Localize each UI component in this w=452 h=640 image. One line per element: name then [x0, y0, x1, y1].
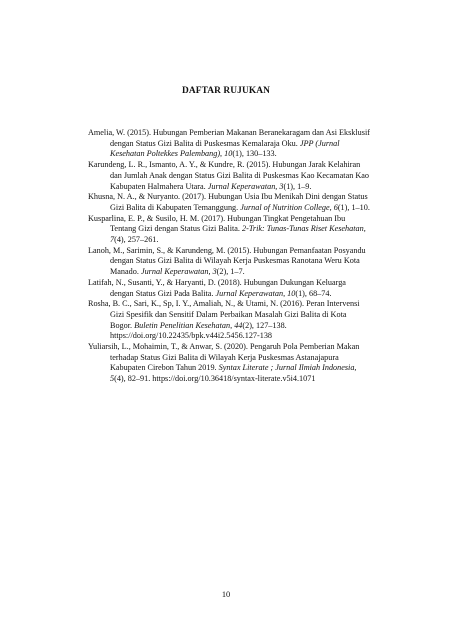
reference-list: [88, 128, 370, 385]
reference-pages: (1), 1–9.: [283, 181, 312, 191]
reference-volume: 6: [333, 202, 338, 212]
reference-separator: ,: [354, 363, 357, 373]
reference-text: Lanoh, M., Sarimin, S., & Karundeng, M. (2015). Hubungan Pemanfaatan Posyandu dengan Status Gizi Balita di Wilayah Kerja Puskesmas Ranotana Weru Kota Manado.: [88, 245, 366, 277]
reference-separator: ,: [283, 288, 288, 298]
reference-text: Latifah, N., Susanti, Y., & Haryanti, D. (2018). Hubungan Dukungan Keluarga dengan Status Gizi Pada Balita.: [88, 277, 346, 298]
reference-text: Rosha, B. C., Sari, K., Sp, I. Y., Amaliah, N., & Utami, N. (2016). Peran Intervensi Gizi Spesifik dan Sensitif Dalam Perbaikan Masalah Gizi Balita di Kota Bogor.: [88, 299, 360, 330]
reference-volume: 3: [279, 181, 284, 191]
reference-text: Khusna, N. A., & Nuryanto. (2017). Hubungan Usia Ibu Menikah Dini dengan Status Gizi Balita di Kabupaten Temanggung.: [88, 192, 368, 212]
page-title: DAFTAR RUJUKAN: [182, 86, 270, 96]
page-number: 10: [221, 590, 231, 599]
reference-text: Yuliarsih, L., Mohaimin, T., & Anwar, S. (2020). Pengaruh Pola Pemberian Makan terhadap Status Gizi Balita di Wilayah Kerja Puskesmas Astanajapura Kabupaten Cirebon Tahun 2019.: [88, 342, 360, 373]
reference-separator: ,: [230, 320, 235, 330]
reference-item: [88, 192, 370, 213]
reference-item: [88, 342, 370, 385]
reference-pages: (2), 1–7.: [216, 267, 245, 277]
reference-item: [88, 128, 370, 160]
reference-item: [88, 246, 370, 278]
reference-journal: Jurnal Keperawatan: [207, 181, 276, 191]
reference-item: [88, 214, 370, 246]
reference-separator: ,: [208, 267, 213, 277]
reference-journal: Jurnal Keperawatan: [215, 288, 284, 298]
reference-pages: (1), 1–10.: [337, 202, 370, 212]
reference-text: Kusparlina, E. P., & Susilo, H. M. (2017). Hubungan Tingkat Pengetahuan Ibu Tentang Gizi dengan Status Gizi Balita.: [88, 213, 346, 234]
reference-volume: 7: [110, 235, 115, 245]
reference-pages: (4), 257–261.: [114, 235, 159, 245]
reference-volume: 5: [110, 374, 115, 384]
reference-journal: Buletin Penelitian Kesehatan: [134, 320, 231, 330]
reference-item: [88, 278, 370, 299]
reference-volume: 10: [224, 149, 233, 159]
reference-pages: (4), 82–91. https://doi.org/10.36418/syntax-literate.v5i4.1071: [114, 374, 316, 384]
reference-item: [88, 299, 370, 342]
reference-item: [88, 160, 370, 192]
reference-journal: JPP (Jurnal Kesehatan Poltekkes Palembang): [110, 138, 340, 159]
reference-journal: Jurnal Keperawatan: [140, 267, 209, 277]
reference-text: Amelia, W. (2015). Hubungan Pemberian Makanan Beranekaragam dan Asi Eksklusif dengan Status Gizi Balita di Puskesmas Kemalaraja Oku.: [88, 128, 370, 148]
reference-volume: 44: [234, 320, 243, 330]
reference-separator: ,: [363, 224, 366, 234]
reference-journal: 2-Trik: Tunas-Tunas Riset Kesehatan: [242, 224, 364, 234]
reference-journal: Jurnal of Nutrition College: [240, 202, 330, 212]
reference-separator: ,: [329, 202, 334, 212]
reference-separator: ,: [275, 181, 280, 191]
reference-pages: (2), 127–138. https://doi.org/10.22435/bpk.v44i2.5456.127-138: [110, 320, 287, 341]
reference-text: Karundeng, L. R., Ismanto, A. Y., & Kundre, R. (2015). Hubungan Jarak Kelahiran dan Jumlah Anak dengan Status Gizi Balita di Puskesmas Kao Kecamatan Kao Kabupaten Halmahera Utara.: [88, 160, 369, 191]
reference-pages: (1), 68–74.: [295, 288, 332, 298]
reference-separator: ,: [220, 149, 225, 159]
reference-volume: 3: [212, 267, 217, 277]
reference-journal: Syntax Literate ; Jurnal Ilmiah Indonesia: [218, 363, 355, 373]
reference-volume: 10: [287, 288, 296, 298]
reference-pages: (1), 130–133.: [232, 149, 277, 159]
